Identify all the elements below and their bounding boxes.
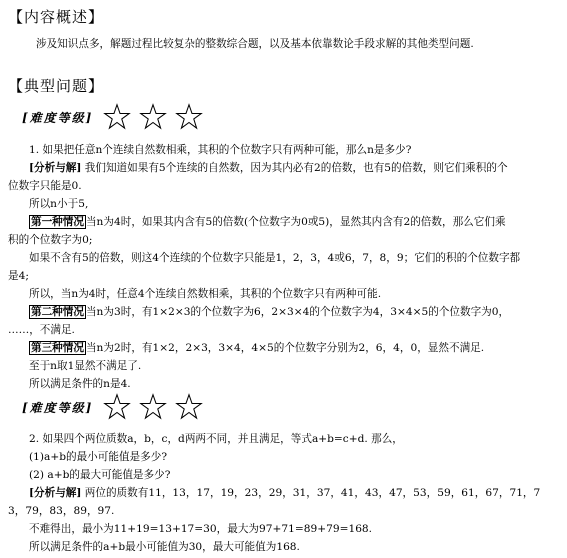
- p1-case1-text: 当n为4时，如果其内含有5的倍数(个位数字为0或5)，显然其内含有2的倍数，那么它们乘: [85, 216, 506, 228]
- star-rating: [103, 393, 203, 421]
- p2-text-line: 不难得出，最小为11+19=13+17=30，最大为97+71=89+79=168.: [29, 523, 373, 535]
- analysis-tag: [分析与解]: [29, 487, 82, 499]
- p1-text-line: 至于n取1显然不满足了.: [29, 360, 142, 372]
- p2-question: 2. 如果四个两位质数a，b，c，d两两不同，并且满足，等式a+b=c+d. 那么，: [29, 433, 403, 445]
- p2-text-line: (1)a+b的最小可能值是多少?: [29, 451, 168, 463]
- p1-text-line: 所以满足条件的n是4.: [29, 378, 131, 390]
- star-outline-icon: [103, 393, 131, 421]
- p1-text-line: 位数字只能是0.: [8, 180, 82, 192]
- case3-tag: 第三种情况: [31, 342, 84, 354]
- p1-case3-line: [29, 341, 484, 355]
- p1-case2-line: [29, 305, 509, 319]
- overview-text: 涉及知识点多，解题过程比较复杂的整数综合题，以及基本依靠数论手段求解的其他类型问题.: [36, 38, 474, 50]
- star-outline-icon: [175, 393, 203, 421]
- p1-question: 1. 如果把任意n个连续自然数相乘，其积的个位数字只有两种可能，那么n是多少?: [29, 144, 412, 156]
- overview-title: 【内容概述】: [8, 8, 105, 26]
- p1-analysis-text: 我们知道如果有5个连续的自然数，因为其内必有2的倍数，也有5的倍数，则它们乘积的个: [84, 162, 508, 174]
- difficulty-label: [难度等级]: [22, 110, 94, 125]
- p1-case1-line: [29, 215, 506, 229]
- difficulty-rating-2: [22, 393, 203, 421]
- p1-case2-text: 当n为3时，有1×2×3的个位数字为6，2×3×4的个位数字为4，3×4×5的个位数字为0，: [85, 306, 510, 318]
- analysis-tag: [分析与解]: [29, 162, 82, 174]
- p2-analysis-line: [29, 486, 540, 500]
- star-outline-icon: [139, 393, 167, 421]
- star-outline-icon: [175, 103, 203, 131]
- p1-text-line: 如果不含有5的倍数，则这4个连续的个位数字只能是1，2，3，4或6，7，8，9；它们的积的个位数字都: [29, 252, 521, 264]
- p1-text-line: 所以，当n为4时，任意4个连续自然数相乘，其积的个位数字只有两种可能.: [29, 288, 382, 300]
- difficulty-label: [难度等级]: [22, 400, 94, 415]
- p2-text-line: 所以满足条件的a+b最小可能值为30，最大可能值为168.: [29, 541, 300, 553]
- problems-title: 【典型问题】: [8, 77, 105, 95]
- star-outline-icon: [103, 103, 131, 131]
- p1-text-line: ……，不满足.: [8, 324, 75, 336]
- p1-case3-text: 当n为2时，有1×2，2×3，3×4，4×5的个位数字分别为2，6，4，0，显然不满足.: [85, 342, 485, 354]
- p2-text-line: 3，79，83，89，97.: [8, 505, 115, 517]
- difficulty-rating-1: [22, 103, 203, 131]
- p2-text-line: (2) a+b的最大可能值是多少?: [29, 469, 171, 481]
- p1-text-line: 所以n小于5,: [29, 198, 89, 210]
- p1-analysis-line: [29, 161, 508, 175]
- star-outline-icon: [139, 103, 167, 131]
- star-rating: [103, 103, 203, 131]
- case1-tag: 第一种情况: [31, 216, 84, 228]
- p2-analysis-text: 两位的质数有11，13，17，19，23，29，31，37，41，43，47，53，59，61，67，71，7: [84, 487, 541, 499]
- p1-text-line: 是4;: [8, 270, 29, 282]
- case2-tag: 第二种情况: [31, 306, 84, 318]
- p1-text-line: 积的个位数字为0;: [8, 234, 93, 246]
